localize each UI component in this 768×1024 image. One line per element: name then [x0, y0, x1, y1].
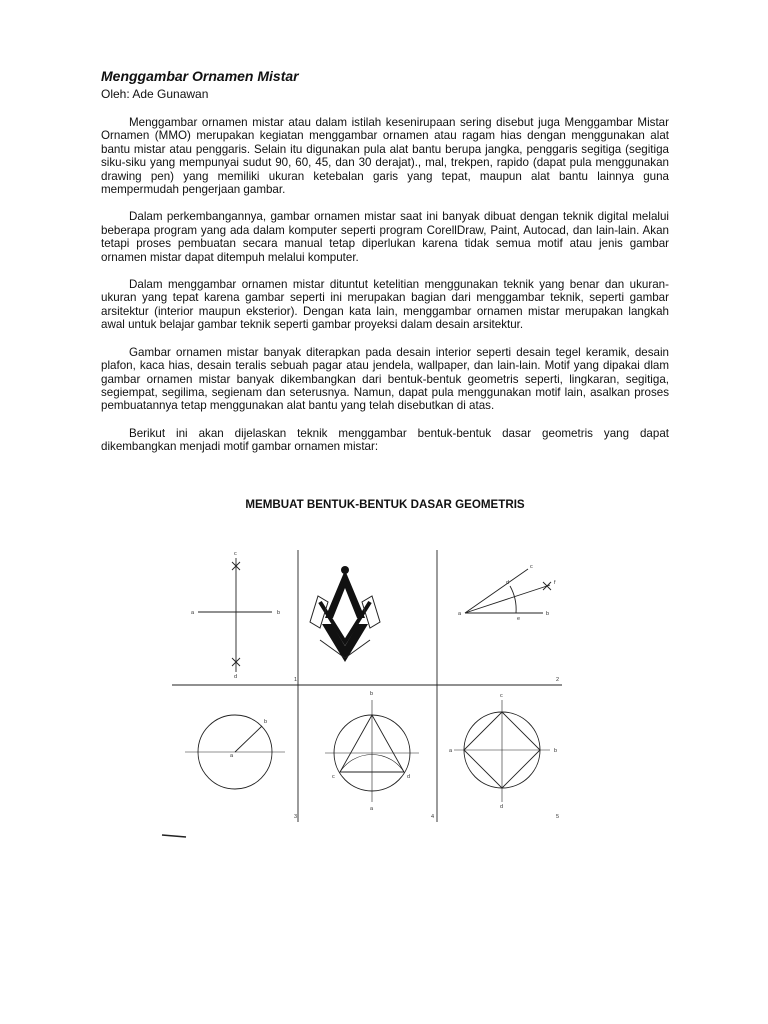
geometry-figure-svg: [160, 540, 580, 845]
point-label: d: [234, 674, 238, 680]
paragraph: Dalam perkembangannya, gambar ornamen mistar saat ini banyak dibuat dengan teknik digital melalui beberapa program yang ada dalam komputer seperti program CorellDraw, Paint, Autocad, dan lain-lain. Akan tetapi proses pembuatan secara manual tetap diperlukan karena tidak semua motif atau jenis gambar ornamen mistar dapat ditempuh melalui komputer.: [101, 210, 669, 264]
panel-number: 4: [431, 814, 435, 820]
document-title: Menggambar Ornamen Mistar: [101, 68, 299, 84]
point-label: b: [277, 610, 281, 616]
stray-mark: [162, 835, 186, 837]
panel-1-bisector-drawing: [198, 558, 272, 672]
paragraph: Dalam menggambar ornamen mistar dituntut ketelitian menggunakan teknik yang benar dan ukuran-ukuran yang tepat karena gambar seperti ini merupakan bagian dari menggambar teknik, seperti gambar arsitektur (interior maupun eksterior). Dengan kata lain, menggambar ornamen mistar merupakan langkah awal untuk belajar gambar teknik seperti gambar proyeksi dalam desain arsitektur.: [101, 278, 669, 332]
panel-number: 3: [294, 814, 298, 820]
paragraph: Berikut ini akan dijelaskan teknik menggambar bentuk-bentuk dasar geometris yang dapat dikembangkan menjadi motif gambar ornamen mistar:: [101, 426, 669, 454]
point-label: b: [546, 611, 550, 617]
point-label: d: [500, 804, 504, 810]
panel-number: 5: [556, 814, 560, 820]
point-label: d: [506, 580, 510, 586]
document-body: [101, 116, 669, 468]
panel-number: 1: [294, 677, 298, 683]
point-label: d: [407, 774, 411, 780]
point-label: a: [449, 748, 453, 754]
section-heading: MEMBUAT BENTUK-BENTUK DASAR GEOMETRIS: [245, 498, 525, 511]
document-author: Oleh: Ade Gunawan: [101, 87, 209, 101]
paragraph: Gambar ornamen mistar banyak diterapkan pada desain interior seperti desain tegel keramik, desain plafon, kaca hias, desain teralis sebuah pagar atau jendela, wallpaper, dan lain-lain. Motif yang dipakai dlam gambar ornamen mistar banyak dikembangkan dari bentuk-bentuk geometris seperti, lingkaran, segitiga, segiempat, segilima, segienam dan seterusnya. Namun, dapat pula menggunakan motif lain, asalkan proses pembuatannya tetap menggunakan alat bantu yang telah disebutkan di atas.: [101, 345, 669, 413]
point-label: a: [370, 806, 374, 812]
point-label: a: [458, 611, 462, 617]
point-label: b: [554, 748, 558, 754]
point-label: c: [332, 774, 335, 780]
point-label: b: [370, 691, 374, 697]
point-label: f: [554, 580, 556, 586]
paragraph: Menggambar ornamen mistar atau dalam istilah kesenirupaan sering disebut juga Menggambar Mistar Ornamen (MMO) merupakan kegiatan menggambar ornamen atau ragam hias dengan menggunakan alat bantu mistar atau penggaris. Selain itu digunakan pula alat bantu berupa jangka, penggaris segitiga (segitiga siku-siku yang mempunyai sudut 90, 60, 45, dan 30 derajat)., mal, trekpen, rapido (dapat pula menggunakan drawing pen) yang memiliki ukuran ketebalan garis yang tepat, maupun alat bantu lainnya guna mempermudah pengerjaan gambar.: [101, 116, 669, 197]
point-label: e: [517, 616, 521, 622]
panel-4-triangle-drawing: [325, 700, 419, 802]
point-label: c: [530, 564, 533, 570]
panel-2-angle-drawing: [465, 569, 551, 613]
compass-square-ornament: [310, 566, 380, 662]
point-label: c: [500, 693, 503, 699]
panel-5-square-drawing: [454, 700, 550, 802]
point-label: b: [264, 719, 268, 725]
point-label: a: [230, 753, 234, 759]
panel-3-circle-drawing: [185, 715, 285, 789]
geometry-figure: [160, 540, 580, 845]
panel-number: 2: [556, 677, 560, 683]
point-label: a: [191, 610, 195, 616]
point-label: c: [234, 551, 237, 557]
